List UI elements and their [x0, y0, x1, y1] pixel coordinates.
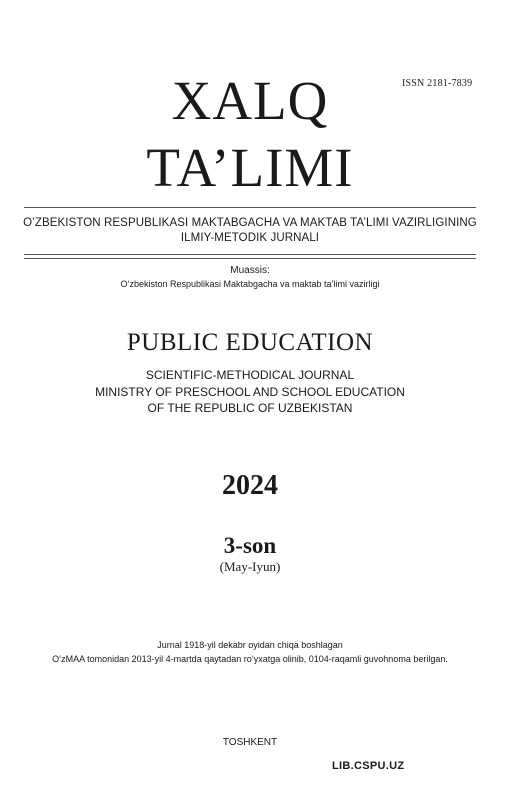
publication-note-line1: Jurnal 1918-yil dekabr oyidan chiqa boshlagan [157, 640, 343, 650]
english-title: PUBLIC EDUCATION [126, 329, 374, 356]
founder-label: Muassis: [230, 265, 270, 276]
english-subtitle-line2: MINISTRY OF PRESCHOOL AND SCHOOL EDUCATION [95, 385, 405, 399]
divider-double-lower [24, 258, 476, 259]
journal-title-line1: XALQ [171, 70, 329, 131]
english-subtitle-line1: SCIENTIFIC-METHODICAL JOURNAL [145, 368, 355, 382]
journal-title-line2: TA’LIMI [146, 137, 354, 198]
subtitle-line2: ILMIY-METODIK JURNALI [180, 232, 320, 244]
divider-top [24, 207, 476, 208]
publication-city: TOSHKENT [222, 737, 278, 748]
issue-months: (May-Iyun) [219, 559, 281, 574]
issue-number: 3-son [223, 533, 277, 558]
founder-name: O‘zbekiston Respublikasi Maktabgacha va maktab ta’limi vazirligi [120, 279, 380, 289]
library-watermark: LIB.CSPU.UZ [332, 760, 405, 772]
issue-year: 2024 [222, 470, 278, 501]
issn-number: ISSN 2181-7839 [402, 78, 473, 89]
subtitle-line1: O’ZBEKISTON RESPUBLIKASI MAKTABGACHA VA MAKTAB TA’LIMI VAZIRLIGINING [23, 217, 477, 229]
english-subtitle-line3: OF THE REPUBLIC OF UZBEKISTAN [147, 401, 353, 415]
divider-double-upper [24, 254, 476, 255]
publication-note-line2: O‘zMAA tomonidan 2013-yil 4-martda qaytadan ro‘yxatga olinib, 0104-raqamli guvohnoma berilgan. [52, 654, 448, 664]
